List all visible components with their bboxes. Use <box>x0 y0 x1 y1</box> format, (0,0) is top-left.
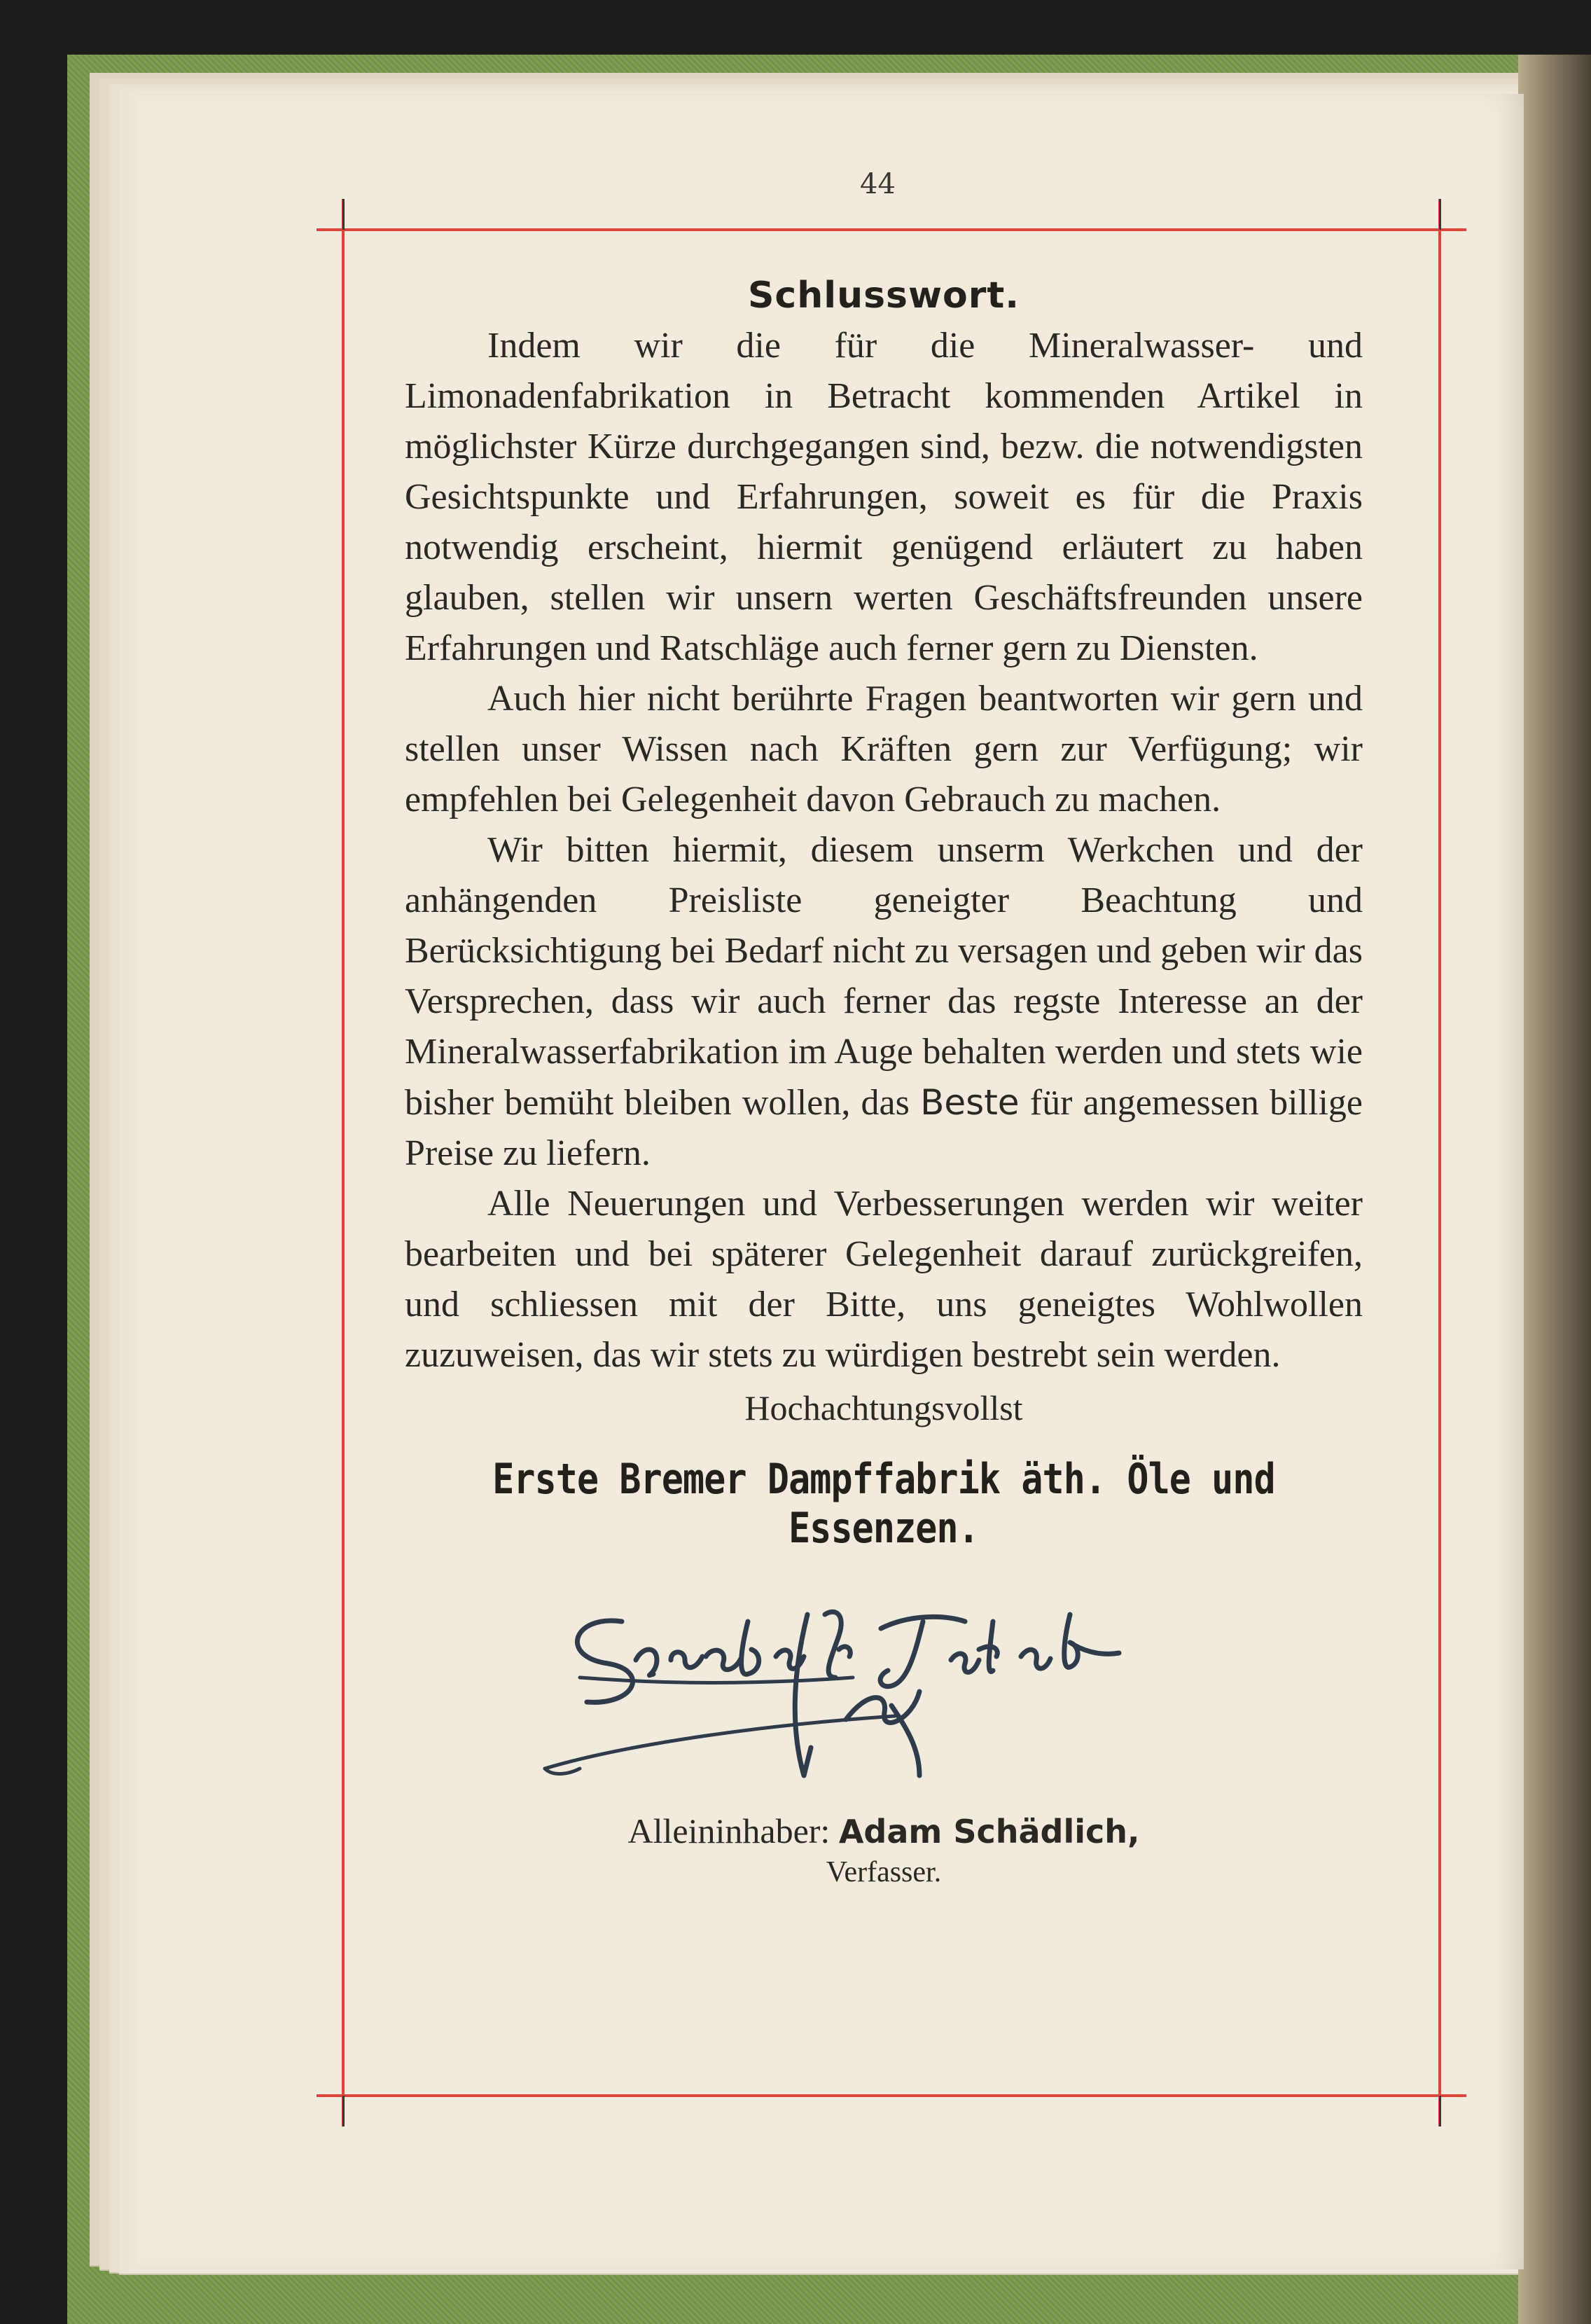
book-gutter <box>1518 55 1591 2324</box>
owner-name: Adam Schädlich, <box>838 1813 1140 1851</box>
emphasis-word: Beste <box>920 1082 1020 1123</box>
paragraph <box>405 1179 1363 1381</box>
paragraph-text: Alle Neuerungen und Verbesserungen werden wir weiter bearbeiten und bei späterer Gelegenheit darauf zurückgreifen, und schliessen mit der Bitte, uns geneigtes Wohlwollen zuzuweisen, das wir stets zu würdigen bestrebt sein werden. <box>405 1184 1363 1375</box>
owner-label: Alleininhaber: <box>627 1811 831 1851</box>
frame-corner-mark <box>1439 2096 1441 2126</box>
paragraph <box>405 825 1363 1179</box>
frame-rule-bottom <box>317 2094 1466 2097</box>
paragraph-text: Auch hier nicht berührte Fragen beantworten wir gern und stellen unser Wissen nach Kräften gern zur Verfügung; wir empfehlen bei Gelegenheit davon Gebrauch zu machen. <box>405 679 1363 819</box>
frame-rule-right <box>1438 199 1441 2126</box>
closing-salutation: Hochachtungsvollst <box>744 1388 1023 1427</box>
signature-icon <box>531 1572 1231 1804</box>
frame-corner-mark <box>1439 199 1441 230</box>
frame-corner-mark <box>342 199 345 230</box>
signature <box>405 1572 1363 1804</box>
owner-line <box>405 1811 1363 1851</box>
frame-corner-mark <box>342 2096 345 2126</box>
company-name: Erste Bremer Dampffabrik äth. Öle und Essenzen. <box>492 1455 1275 1553</box>
page-number: 44 <box>860 168 896 200</box>
paragraph-text: Indem wir die für die Mineralwasser- und Limonadenfabrikation in Betracht kommenden Artikel in möglichster Kürze durchgegangen sind, bezw. die notwendigsten Gesichtspunkte und Erfahrungen, soweit es für die Praxis notwendig erscheint, hiermit genügend erläutert zu haben glauben, stellen wir unsern werten Geschäftsfreunden unsere Erfahrungen und Ratschläge auch ferner gern zu Diensten. <box>405 326 1363 668</box>
owner-role: Verfasser. <box>826 1856 942 1888</box>
paragraph <box>405 674 1363 825</box>
page-content <box>405 258 1363 1889</box>
paragraph-text: Wir bitten hiermit, diesem unserm Werkchen und der anhängenden Preisliste geneigter Beachtung und Berücksichtigung bei Bedarf nicht zu versagen und geben wir das Versprechen, dass wir auch ferner das regste Interesse an der Mineralwasserfabrikation im Auge behalten werden und stets wie bisher bemüht bleiben wollen, das <box>405 830 1363 1123</box>
paragraph-text: für angemessen billige Preise zu liefern. <box>405 1083 1363 1173</box>
frame-rule-left <box>342 199 345 2126</box>
paragraph <box>405 321 1363 674</box>
page-title: Schlusswort. <box>747 275 1020 317</box>
frame-rule-top <box>317 228 1466 231</box>
